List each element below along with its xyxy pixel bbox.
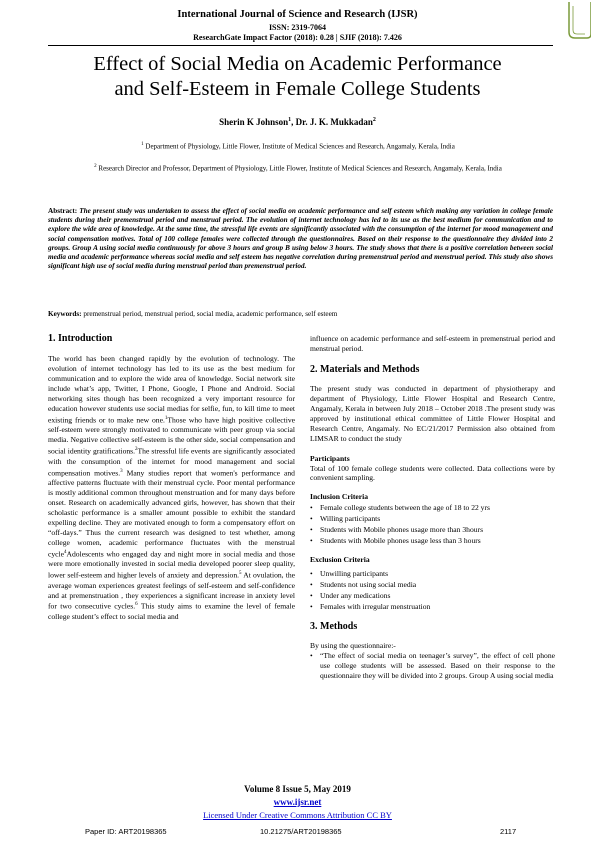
authors <box>0 117 595 127</box>
section-introduction-heading: 1. Introduction <box>48 333 113 344</box>
page-corner-icon <box>567 2 591 40</box>
section-materials-methods-heading: 2. Materials and Methods <box>310 363 420 375</box>
introduction-text <box>48 354 295 622</box>
ref-1: 1 <box>164 415 168 421</box>
list-item: • Students not using social media <box>310 579 555 590</box>
intro-p4: Many studies report that women's performance and affective patterns fluctuate with their menstrual cycle. Poor mental performance is mostly additional common throughout menstruation and for many days before onset. Research on academically advanced girls, however, has shown that their scholastic performance is a smaller amount possible to exhibit the standard expelling decline. They are motivated enough to form a compensatory effort on “off-days.” Thus the current research was designed to test whether, among college women, academic performance fluctuates with the menstrual cycle <box>48 468 295 559</box>
keywords <box>48 310 553 318</box>
list-item: • Students with Mobile phones usage less than 3 hours <box>310 535 555 546</box>
list-item: • Students with Mobile phones usage more than 3hours <box>310 524 555 535</box>
footer-page-number: 2117 <box>500 827 517 836</box>
journal-impact-factor: ResearchGate Impact Factor (2018): 0.28 | SJIF (2018): 7.426 <box>193 33 402 42</box>
abstract <box>48 207 553 271</box>
footer-license-link[interactable]: Licensed Under Creative Commons Attribution CC BY <box>203 810 392 820</box>
affiliation-1 <box>48 139 548 152</box>
ref-6: 6 <box>135 602 138 608</box>
list-item: • Females with irregular menstruation <box>310 601 555 612</box>
keywords-text: premenstrual period, menstrual period, social media, academic performance, self esteem <box>81 310 338 318</box>
inclusion-criteria-heading: Inclusion Criteria <box>310 492 369 502</box>
footer-volume: Volume 8 Issue 5, May 2019 <box>244 784 351 794</box>
footer-site-link[interactable]: www.ijsr.net <box>273 797 322 807</box>
intro-continuation: influence on academic performance and self-esteem in premenstrual period and menstrual period. <box>310 334 555 353</box>
author-2-sup: 2 <box>372 117 376 123</box>
footer-site-wrap <box>0 797 595 807</box>
methods-intro: By using the questionnaire:- <box>310 641 396 651</box>
journal-name: International Journal of Science and Research (IJSR) <box>177 9 418 20</box>
list-item: • Under any medications <box>310 590 555 601</box>
list-item: • Unwilling participants <box>310 568 555 579</box>
ref-3: 3 <box>120 468 123 474</box>
aff1-sup: 1 <box>141 142 144 147</box>
exclusion-criteria-heading: Exclusion Criteria <box>310 555 370 565</box>
ref-2: 2 <box>135 447 138 453</box>
aff2-sup: 2 <box>94 164 97 169</box>
title-line-1: Effect of Social Media on Academic Performance <box>93 53 502 75</box>
participants-heading: Participants <box>310 453 350 463</box>
intro-p7: This study aims to examine the level of female college student’s effect to social media and <box>48 602 295 621</box>
header-rule <box>48 45 553 46</box>
participants-text: Total of 100 female college students were collected. Data collections were by convenient sampling. <box>310 463 555 483</box>
inclusion-criteria-list <box>310 502 555 546</box>
list-item: • Female college students between the age of 18 to 22 yrs <box>310 502 555 513</box>
methods-list <box>310 651 555 681</box>
abstract-text: The present study was undertaken to assess the effect of social media on academic performance and self esteem which making any variation in college female students during their premenstrual period and menstrual period. The evolution of internet technology has led to its use as the best medium for communication and to explore the wide area of knowledge. At the same time, the stressful life events are significantly associated with the consumption of the internet for mood management and social compensation motives. Total of 100 college females were collected through the questionnaires. Based on their response to the questionnaire they divided into 2 groups. Group A using social media continuously for above 3 hours and group B using below 3 hours. The study shows that there is a positive correlation between social media and academic performance whereas social media and self esteem has negative correlation during premenstrual period and menstrual period. This study also shows significant high use of social media during menstrual period than premenstrual period. <box>48 207 553 271</box>
right-column <box>310 334 555 681</box>
keywords-label: Keywords: <box>48 310 82 318</box>
intro-p2: Those who have high positive collective self-esteem were strongly motivated to communicate with peer group via social media. Negative collective self-esteem is the other side, social compensation and social identity gratifications. <box>48 415 295 456</box>
affiliation-2 <box>48 161 548 174</box>
footer-doi: 10.21275/ART20198365 <box>260 827 342 836</box>
footer-paper-id: Paper ID: ART20198365 <box>85 827 167 836</box>
intro-p1: The world has been changed rapidly by the evolution of technology. The evolution of internet technology has led to its use as the best medium for communication and to explore the wide area of knowledge. Social network site include what’s app, Twitter, I Phone, Google, I Phone and Android. Social networking sites though has been recognized a very important resource for education however students use social medias for selfie, fun, to kill time to meet existing friends or to make new one. <box>48 353 295 425</box>
aff1-text: Department of Physiology, Little Flower, Institute of Medical Sciences and Research, Angamaly, Kerala, India <box>143 142 455 151</box>
intro-p5: Adolescents who engaged day and night more in social media and those were more emotionally invested in social media developed poorer sleep quality, lower self-esteem and higher levels of anxiety and depression. <box>48 549 295 580</box>
intro-p3: The stressful life events are significantly associated with the consumption of the internet for mood management and social compensation motives. <box>48 446 295 478</box>
author-1-sup: 1 <box>288 117 292 123</box>
title-line-2: and Self-Esteem in Female College Students <box>114 78 481 100</box>
ref-4: 4 <box>64 549 67 555</box>
abstract-label: Abstract: <box>48 207 78 215</box>
paper-title <box>40 52 555 102</box>
list-item: • Willing participants <box>310 513 555 524</box>
exclusion-criteria-list <box>310 568 555 612</box>
author-1: Sherin K Johnson <box>219 117 289 127</box>
author-2: , Dr. J. K. Mukkadan <box>291 117 373 127</box>
list-item: • “The effect of social media on teenager’s survey”, the effect of cell phone use college students will be assessed. Based on their response to the questionnaire they will be divided into 2 groups. Group A using social media <box>310 651 555 681</box>
footer-license-wrap <box>0 810 595 820</box>
ref-5: 5 <box>239 571 242 577</box>
intro-p6: At ovulation, the average woman experiences greatest feelings of self-esteem and self-confidence and at premenstruation , they experiences a significant increase in anxiety level for two consecutive cycles. <box>48 570 295 612</box>
left-column <box>48 334 295 622</box>
journal-issn: ISSN: 2319-7064 <box>268 23 327 32</box>
materials-methods-text: The present study was conducted in department of physiotherapy and department of Physiology, Little Flower Hospital and Research Centre, Angamaly, Kerala in between July 2018 – October 2018 .The present study was approved by institutional ethical committee of Little Flower Hospital and Research Centre, Angamaly. No EC/21/2017 Permission also obtained from LIMSAR to conduct the study <box>310 383 555 443</box>
section-methods-heading: 3. Methods <box>310 621 358 633</box>
aff2-text: Research Director and Professor, Department of Physiology, Little Flower, Institute of Medical Sciences and Research, Angamaly, Kerala, India <box>96 164 502 173</box>
